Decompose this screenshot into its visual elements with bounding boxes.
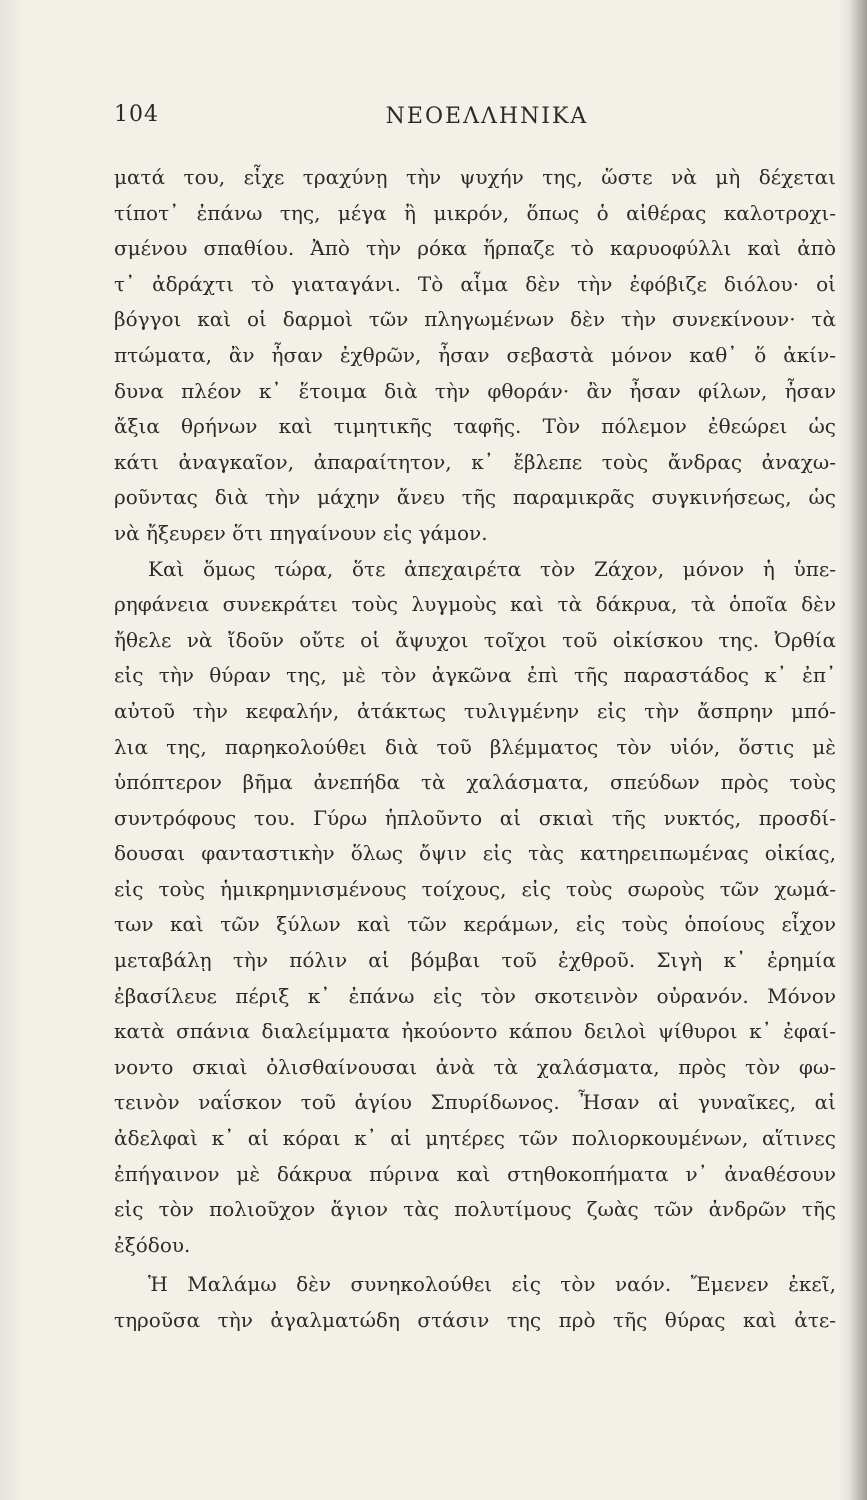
body-text (114, 160, 836, 1339)
paragraph-1 (114, 160, 836, 552)
text-line: νὰ ἤξευρεν ὅτι πηγαίνουν εἰς γάμον. (114, 520, 488, 545)
text-line: δουσαι φανταστικὴν ὅλως ὄψιν εἰς τὰς κατηρειπωμένας οἰκίας, (114, 841, 836, 866)
text-line: μεταβάλῃ τὴν πόλιν αἱ βόμβαι τοῦ ἐχθροῦ. Σιγὴ κ᾽ ἐρημία (114, 948, 836, 973)
text-line: βόγγοι καὶ οἱ δαρμοὶ τῶν πληγωμένων δὲν τὴν συνεκίνουν· τὰ (114, 307, 836, 332)
text-line: τεινὸν ναΐσκον τοῦ ἁγίου Σπυρίδωνος. Ἦσαν αἱ γυναῖκες, αἱ (114, 1090, 836, 1115)
text-line: ἐξόδου. (114, 1232, 191, 1257)
text-line: ἤθελε νὰ ἴδοῦν οὔτε οἱ ἄψυχοι τοῖχοι τοῦ οἰκίσκου της. Ὀρθία (114, 627, 836, 652)
text-line: εἰς τοὺς ἡμικρημνισμένους τοίχους, εἰς τοὺς σωροὺς τῶν χωμά- (114, 876, 836, 901)
text-line: σμένου σπαθίου. Ἀπὸ τὴν ρόκα ἥρπαζε τὸ καρυοφύλλι καὶ ἀπὸ (114, 236, 836, 261)
text-line: Καὶ ὅμως τώρα, ὅτε ἀπεχαιρέτα τὸν Ζάχον, μόνον ἡ ὑπε- (148, 556, 836, 581)
text-line: κατὰ σπάνια διαλείμματα ἠκούοντο κάπου δειλοὶ ψίθυροι κ᾽ ἐφαί- (114, 1019, 836, 1044)
page-number: 104 (114, 102, 159, 127)
running-title: ΝΕΟΕΛΛΗΝΙΚΑ (385, 104, 589, 129)
text-line: τηροῦσα τὴν ἀγαλματώδη στάσιν της πρὸ τῆς θύρας καὶ ἀτε- (114, 1308, 836, 1332)
text-line: κάτι ἀναγκαῖον, ἀπαραίτητον, κ᾽ ἔβλεπε τοὺς ἄνδρας ἀναχω- (114, 449, 836, 474)
text-line: δυνα πλέον κ᾽ ἕτοιμα διὰ τὴν φθοράν· ἂν ἦσαν φίλων, ἦσαν (114, 378, 836, 403)
text-line: ματά του, εἶχε τραχύνῃ τὴν ψυχήν της, ὥστε νὰ μὴ δέχεται (114, 165, 836, 189)
text-line: τίποτ᾽ ἐπάνω της, μέγα ἢ μικρόν, ὅπως ὁ αἰθέρας καλοτροχι- (114, 200, 836, 225)
text-line: ἐβασίλευε πέριξ κ᾽ ἐπάνω εἰς τὸν σκοτεινὸν οὐρανόν. Μόνον (114, 983, 836, 1008)
text-line: συντρόφους του. Γύρω ἡπλοῦντο αἱ σκιαὶ τῆς νυκτός, προσδί- (114, 805, 836, 830)
text-line: ἄξια θρήνων καὶ τιμητικῆς ταφῆς. Τὸν πόλεμον ἐθεώρει ὡς (114, 414, 836, 439)
paragraph-3 (114, 1267, 836, 1338)
text-line: των καὶ τῶν ξύλων καὶ τῶν κεράμων, εἰς τοὺς ὁποίους εἶχον (114, 912, 836, 937)
text-line: εἰς τὴν θύραν της, μὲ τὸν ἀγκῶνα ἐπὶ τῆς παραστάδος κ᾽ ἐπ᾽ (114, 663, 836, 688)
running-head (112, 102, 832, 138)
text-line: αὐτοῦ τὴν κεφαλήν, ἀτάκτως τυλιγμένην εἰς τὴν ἄσπρην μπό- (114, 698, 836, 723)
text-line: νοντο σκιαὶ ὀλισθαίνουσαι ἀνὰ τὰ χαλάσματα, πρὸς τὸν φω- (114, 1054, 836, 1079)
text-line: τ᾽ ἀδράχτι τὸ γιαταγάνι. Τὸ αἷμα δὲν τὴν ἐφόβιζε διόλου· οἱ (114, 271, 836, 296)
text-line: ροῦντας διὰ τὴν μάχην ἄνευ τῆς παραμικρᾶς συγκινήσεως, ὡς (114, 485, 836, 510)
text-line: λια της, παρηκολούθει διὰ τοῦ βλέμματος τὸν υἱόν, ὅστις μὲ (114, 734, 836, 759)
text-line: ὑπόπτερον βῆμα ἀνεπήδα τὰ χαλάσματα, σπεύδων πρὸς τοὺς (114, 770, 836, 795)
text-line: ἐπήγαινον μὲ δάκρυα πύρινα καὶ στηθοκοπήματα ν᾽ ἀναθέσουν (114, 1161, 836, 1186)
text-line: Ἡ Μαλάμω δὲν συνηκολούθει εἰς τὸν ναόν. Ἔμενεν ἐκεῖ, (148, 1272, 836, 1297)
text-line: ρηφάνεια συνεκράτει τοὺς λυγμοὺς καὶ τὰ δάκρυα, τὰ ὁποῖα δὲν (114, 592, 836, 617)
text-line: πτώματα, ἂν ἦσαν ἐχθρῶν, ἦσαν σεβαστὰ μόνον καθ᾽ ὅ ἀκίν- (114, 342, 836, 367)
text-line: εἰς τὸν πολιοῦχον ἅγιον τὰς πολυτίμους ζωὰς τῶν ἀνδρῶν τῆς (114, 1197, 836, 1222)
text-line: ἀδελφαὶ κ᾽ αἱ κόραι κ᾽ αἱ μητέρες τῶν πολιορκουμένων, αἵτινες (114, 1126, 836, 1151)
paragraph-2 (114, 552, 836, 1264)
